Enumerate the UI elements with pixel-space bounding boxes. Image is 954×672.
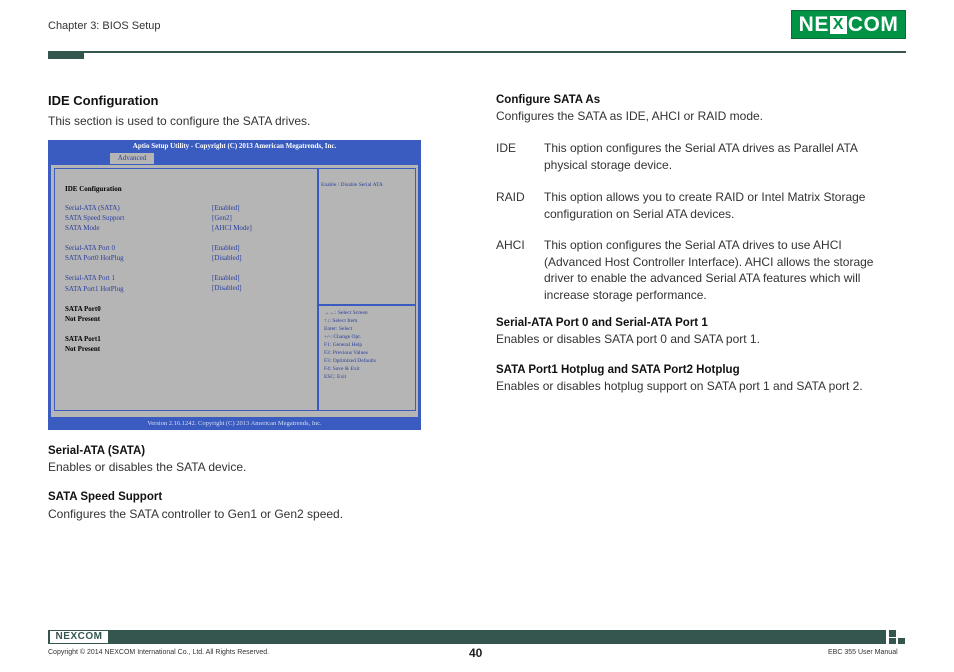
- bios-option-label[interactable]: Serial-ATA (SATA): [65, 204, 120, 212]
- bios-tab-advanced[interactable]: Advanced: [110, 153, 154, 164]
- bios-option-label[interactable]: SATA Speed Support: [65, 214, 125, 222]
- footer-logo: NEXCOM: [50, 631, 108, 643]
- bios-port-name: SATA Port0: [65, 305, 101, 313]
- bios-key-hint: F4: Save & Exit: [324, 366, 360, 372]
- item-text: Enables or disables hotplug support on SATA port 1 and SATA port 2.: [496, 379, 863, 393]
- bios-option-label[interactable]: SATA Port1 HotPlug: [65, 285, 124, 293]
- footer-bar: [48, 630, 886, 644]
- bios-key-hint: F2: Previous Values: [324, 350, 368, 356]
- bios-keys-pane: [318, 305, 416, 411]
- item-text: Enables or disables the SATA device.: [48, 460, 247, 474]
- header-divider: [48, 51, 906, 53]
- bios-option-label[interactable]: SATA Mode: [65, 224, 100, 232]
- bios-header: Aptio Setup Utility - Copyright (C) 2013 American Megatrends, Inc.: [132, 142, 337, 150]
- bios-option-label[interactable]: SATA Port0 HotPlug: [65, 254, 124, 262]
- page-number: 40: [469, 646, 483, 660]
- bios-key-hint: ESC: Exit: [324, 374, 347, 380]
- mode-term: AHCI: [496, 238, 525, 252]
- footer-square-icon: [889, 630, 896, 637]
- item-heading: Serial-ATA (SATA): [48, 445, 146, 457]
- bios-option-value[interactable]: [Enabled]: [212, 204, 240, 212]
- bios-panel-title: IDE Configuration: [65, 185, 122, 193]
- bios-help-text: Enable / Disable Serial ATA: [321, 182, 383, 188]
- bios-key-hint: F1: General Help: [324, 342, 363, 348]
- bios-key-hint: →←: Select Screen: [324, 310, 368, 316]
- bios-option-label[interactable]: Serial-ATA Port 1: [65, 274, 115, 282]
- item-text: Configures the SATA controller to Gen1 or Gen2 speed.: [48, 507, 344, 521]
- bios-key-hint: Enter: Select: [324, 326, 353, 332]
- bios-footer: Version 2.16.1242. Copyright (C) 2013 American Megatrends, Inc.: [147, 420, 322, 427]
- bios-option-value[interactable]: [Gen2]: [212, 214, 232, 222]
- bios-option-label[interactable]: Serial-ATA Port 0: [65, 244, 115, 252]
- nexcom-logo: NE X COM: [791, 10, 906, 39]
- mode-desc: This option configures the Serial ATA drives to use AHCI (Advanced Host Controller Interface). AHCI allows the storage driver to enable the advanced Serial ATA features which will increase storage performance.: [544, 238, 874, 302]
- bios-option-value[interactable]: [AHCI Mode]: [212, 224, 252, 232]
- mode-term: RAID: [496, 190, 525, 204]
- mode-desc: This option configures the Serial ATA drives as Parallel ATA physical storage device.: [544, 141, 858, 172]
- bios-option-value[interactable]: [Enabled]: [212, 274, 240, 282]
- item-text: Enables or disables SATA port 0 and SATA port 1.: [496, 332, 760, 346]
- item-heading: SATA Speed Support: [48, 491, 163, 503]
- bios-key-hint: ↑↓: Select Item: [324, 318, 358, 324]
- chapter-title: Chapter 3: BIOS Setup: [48, 20, 161, 32]
- bios-port-status: Not Present: [65, 315, 101, 323]
- item-heading: SATA Port1 Hotplug and SATA Port2 Hotplug: [496, 364, 740, 376]
- item-heading: Serial-ATA Port 0 and Serial-ATA Port 1: [496, 317, 708, 329]
- footer-copyright: Copyright © 2014 NEXCOM International Co., Ltd. All Rights Reserved.: [48, 649, 270, 656]
- bios-panel: [51, 165, 418, 417]
- section-intro: This section is used to configure the SATA drives.: [48, 114, 311, 128]
- bios-option-value[interactable]: [Enabled]: [212, 244, 240, 252]
- bios-port-status: Not Present: [65, 345, 101, 353]
- configure-text: Configures the SATA as IDE, AHCI or RAID mode.: [496, 109, 763, 123]
- bios-main-pane: [54, 168, 318, 411]
- mode-desc: This option allows you to create RAID or Intel Matrix Storage configuration on Serial ATA devices.: [544, 190, 866, 221]
- footer-square-icon: [898, 638, 905, 644]
- footer-square-icon: [889, 638, 896, 644]
- bios-screenshot: [48, 140, 421, 430]
- bios-port-name: SATA Port1: [65, 335, 101, 343]
- manual-name: EBC 355 User Manual: [828, 649, 898, 656]
- header-tab-marker: [48, 51, 84, 59]
- section-title: IDE Configuration: [48, 93, 159, 108]
- configure-heading: Configure SATA As: [496, 94, 601, 106]
- bios-key-hint: +/-: Change Opt.: [324, 334, 362, 340]
- mode-term: IDE: [496, 141, 517, 155]
- bios-help-pane: [318, 168, 416, 305]
- bios-option-value[interactable]: [Disabled]: [212, 284, 242, 292]
- bios-option-value[interactable]: [Disabled]: [212, 254, 242, 262]
- bios-key-hint: F3: Optimized Defaults: [324, 358, 376, 364]
